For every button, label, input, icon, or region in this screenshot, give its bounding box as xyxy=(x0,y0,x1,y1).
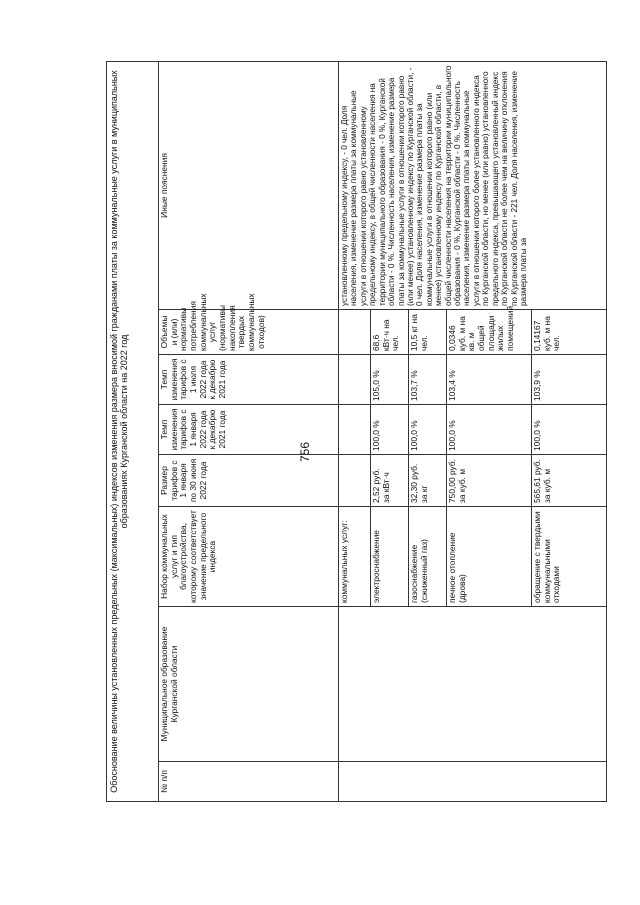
table-container xyxy=(106,62,606,802)
tariff-value: 2,52 руб. за кВт·ч xyxy=(371,455,409,507)
header-tariff-size: Размер тарифов с 1 января по 30 июня 2022 года xyxy=(159,455,339,507)
service-name: электроснабжение xyxy=(371,507,409,607)
tariff-change-jul: 103,7 % xyxy=(409,355,447,405)
header-tariff-change-jul: Темп изменения тарифов с 1 июля 2022 года к декабрю 2021 года xyxy=(159,355,339,405)
tariff-change-jan: 100,0 % xyxy=(447,405,532,455)
tariff-change-jan: 100,0 % xyxy=(532,405,607,455)
volume-value: 10,5 кг на чел. xyxy=(409,310,447,355)
tariff-value: 32,30 руб. за кг xyxy=(409,455,447,507)
header-num: № п/п xyxy=(159,762,339,802)
cell-municipality xyxy=(339,607,607,762)
tariff-value: 565,61 руб. за куб. м xyxy=(532,455,607,507)
service-name: печное отопление (дрова) xyxy=(447,507,532,607)
empty-cell xyxy=(339,355,371,405)
tariff-change-jan: 100,0 % xyxy=(409,405,447,455)
tariff-change-jul: 105,0 % xyxy=(371,355,409,405)
tariff-value: 750,00 руб. за куб. м xyxy=(447,455,532,507)
empty-cell xyxy=(339,310,371,355)
justification-table xyxy=(106,61,607,802)
group-label: коммунальных услуг: xyxy=(339,507,371,607)
empty-cell xyxy=(339,455,371,507)
cell-num xyxy=(339,762,607,802)
header-municipality: Муниципальное образование Курганской области xyxy=(159,607,339,762)
header-tariff-change-jan: Темп изменения тарифов с 1 января 2022 года к декабрю 2021 года xyxy=(159,405,339,455)
tariff-change-jul: 103,4 % xyxy=(447,355,532,405)
volume-value: 0,14167 куб. м на чел. xyxy=(532,310,607,355)
notes-text: установленному предельному индексу, - 0 чел. Доля населения, изменение размера платы за коммунальные услуги в отношении которого равно установленному предельному индексу, в общей численности населения на территории муниципального образования - 0 %, Курганской области - 0 %. Численность населения, изменение размера платы за коммунальные услуги в отношении которого равно (или менее) установленному индексу по Курганской области, - 0 чел. Доля населения, изменение размера платы за коммунальные услуги в отношении которого равно (или менее) установленному индексу по Курганской области, в общей численности населения на территории муниципального образования - 0 %, Курганской области - 0 %. Численность населения, изменение размера платы за коммунальные услуги в отношении которого более установленного индекса по Курганской области, но менее (или равно) установленного предельного индекса, превышающего установленный индекс по Курганской области не более чем на величину отклонения по Курганской области - 221 чел. Доля населения, изменение размера платы за xyxy=(339,61,607,309)
header-service-set: Набор коммунальных услуг и тип благоустройства, которому соответствует значение предельного индекса xyxy=(159,507,339,607)
service-name: обращение с твердыми коммунальными отходами xyxy=(532,507,607,607)
empty-cell xyxy=(339,405,371,455)
tariff-change-jan: 100,0 % xyxy=(371,405,409,455)
volume-value: 0,0346 куб. м на кв. м общей площади жилых помещений xyxy=(447,310,532,355)
header-volumes: Объемы и (или) нормативы потребления коммунальных услуг (нормативы накопления твердых коммунальных отходов) xyxy=(159,310,339,355)
table-title: Обоснование величины установленных предельных (максимальных) индексов изменения размера вносимой гражданами платы за коммунальные услуги в муниципальных образованиях Курганской области на 2022 год xyxy=(107,61,159,801)
page-number: 756 xyxy=(298,441,312,463)
tariff-change-jul: 103,9 % xyxy=(532,355,607,405)
volume-value: 68,6 кВт·ч на чел. xyxy=(371,310,409,355)
header-notes: Иные пояснения xyxy=(159,61,339,309)
rotated-page-content xyxy=(106,62,606,802)
service-name: газоснабжение (сжиженный газ) xyxy=(409,507,447,607)
